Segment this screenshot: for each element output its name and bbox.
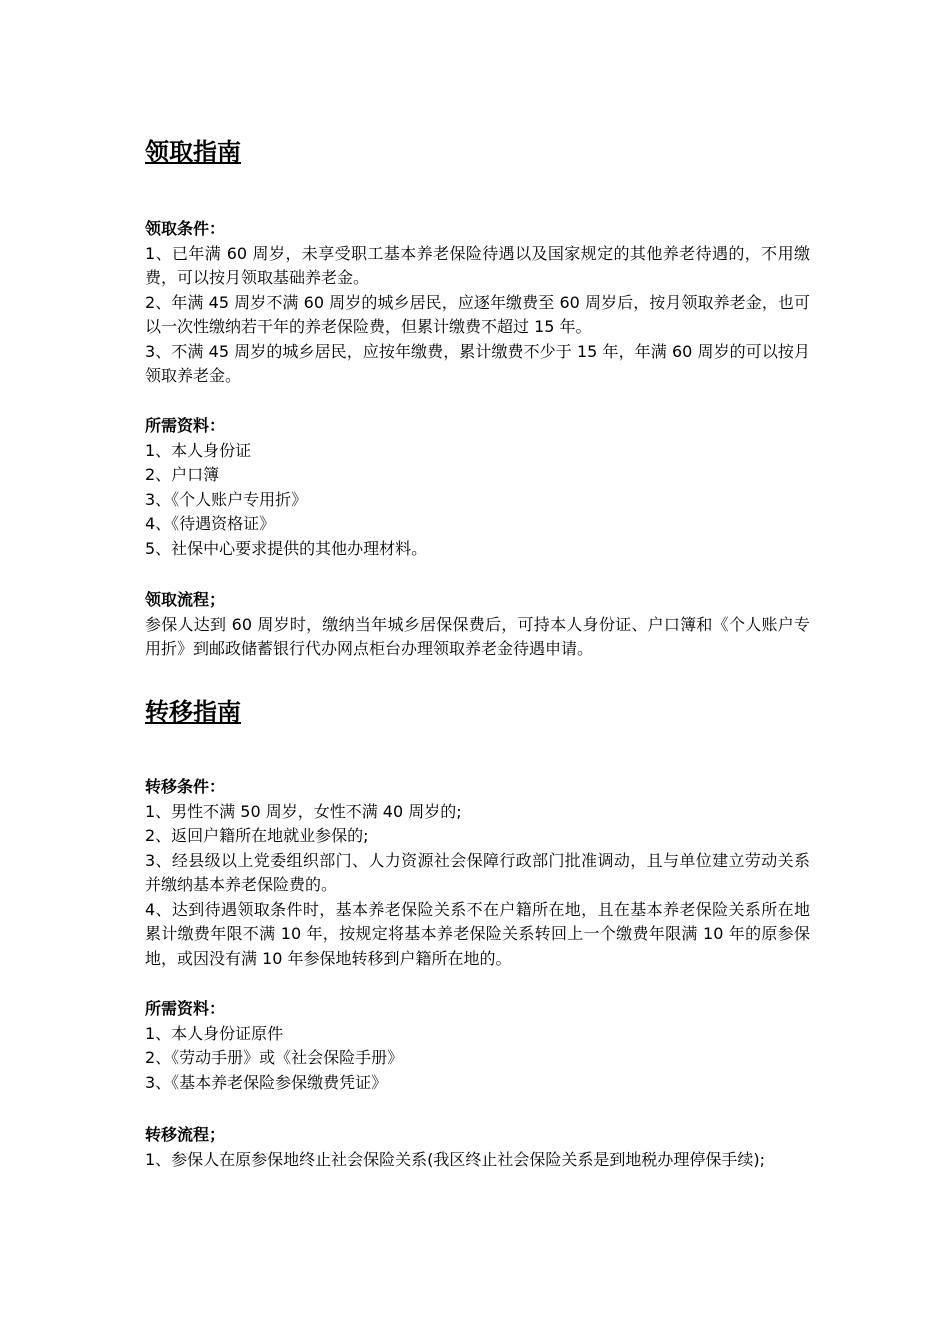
transfer-process-text: 1、参保人在原参保地终止社会保险关系(我区终止社会保险关系是到地税办理停保手续); bbox=[145, 1149, 766, 1169]
receive-materials-section bbox=[145, 414, 810, 561]
transfer-materials-section bbox=[145, 997, 810, 1095]
transfer-material-item: 3、《基本养老保险参保缴费凭证》 bbox=[145, 1072, 388, 1092]
transfer-material-item: 2、《劳动手册》或《社会保险手册》 bbox=[145, 1048, 404, 1067]
transfer-process-heading: 转移流程； bbox=[145, 1125, 226, 1144]
receive-material-item: 5、社保中心要求提供的其他办理材料。 bbox=[145, 538, 428, 558]
receive-condition-item: 3、不满 45 周岁的城乡居民，应按年缴费，累计缴费不少于 15 年，年满 60 周岁的可以按月领取养老金。 bbox=[145, 341, 810, 385]
transfer-materials-heading: 所需资料： bbox=[145, 999, 226, 1018]
transfer-guide-title: 转移指南 bbox=[145, 698, 241, 726]
transfer-conditions-section bbox=[145, 775, 810, 971]
transfer-material-item: 1、本人身份证原件 bbox=[145, 1023, 284, 1043]
transfer-condition-item: 2、返回户籍所在地就业参保的; bbox=[145, 826, 369, 845]
transfer-condition-item: 3、经县级以上党委组织部门、人力资源社会保障行政部门批准调动，且与单位建立劳动关系并缴纳基本养老保险费的。 bbox=[145, 850, 810, 894]
receive-conditions-section bbox=[145, 217, 810, 389]
receive-material-item: 2、户口簿 bbox=[145, 465, 220, 484]
receive-process-text: 参保人达到 60 周岁时，缴纳当年城乡居保保费后，可持本人身份证、户口簿和《个人账户专用折》到邮政储蓄银行代办网点柜台办理领取养老金待遇申请。 bbox=[145, 614, 810, 658]
receive-materials-heading: 所需资料： bbox=[145, 416, 226, 435]
transfer-condition-item: 4、达到待遇领取条件时，基本养老保险关系不在户籍所在地，且在基本养老保险关系所在地累计缴费年限不满 10 年，按规定将基本养老保险关系转回上一个缴费年限满 10 年的原参保地，或因没有满 10 年参保地转移到户籍所在地的。 bbox=[145, 899, 810, 968]
transfer-process-section bbox=[145, 1123, 810, 1172]
transfer-condition-item: 1、男性不满 50 周岁，女性不满 40 周岁的; bbox=[145, 801, 462, 821]
receive-material-item: 1、本人身份证 bbox=[145, 440, 252, 460]
receive-material-item: 4、《待遇资格证》 bbox=[145, 514, 276, 533]
receive-guide-title: 领取指南 bbox=[145, 138, 241, 166]
receive-condition-item: 2、年满 45 周岁不满 60 周岁的城乡居民，应逐年缴费至 60 周岁后，按月领取养老金，也可以一次性缴纳若干年的养老保险费，但累计缴费不超过 15 年。 bbox=[145, 292, 810, 336]
receive-conditions-heading: 领取条件： bbox=[145, 219, 226, 238]
receive-material-item: 3、《个人账户专用折》 bbox=[145, 489, 308, 509]
receive-process-heading: 领取流程； bbox=[145, 590, 226, 609]
receive-condition-item: 1、已年满 60 周岁，未享受职工基本养老保险待遇以及国家规定的其他养老待遇的，不用缴费，可以按月领取基础养老金。 bbox=[145, 243, 810, 287]
receive-process-section bbox=[145, 588, 810, 662]
transfer-conditions-heading: 转移条件： bbox=[145, 777, 226, 796]
